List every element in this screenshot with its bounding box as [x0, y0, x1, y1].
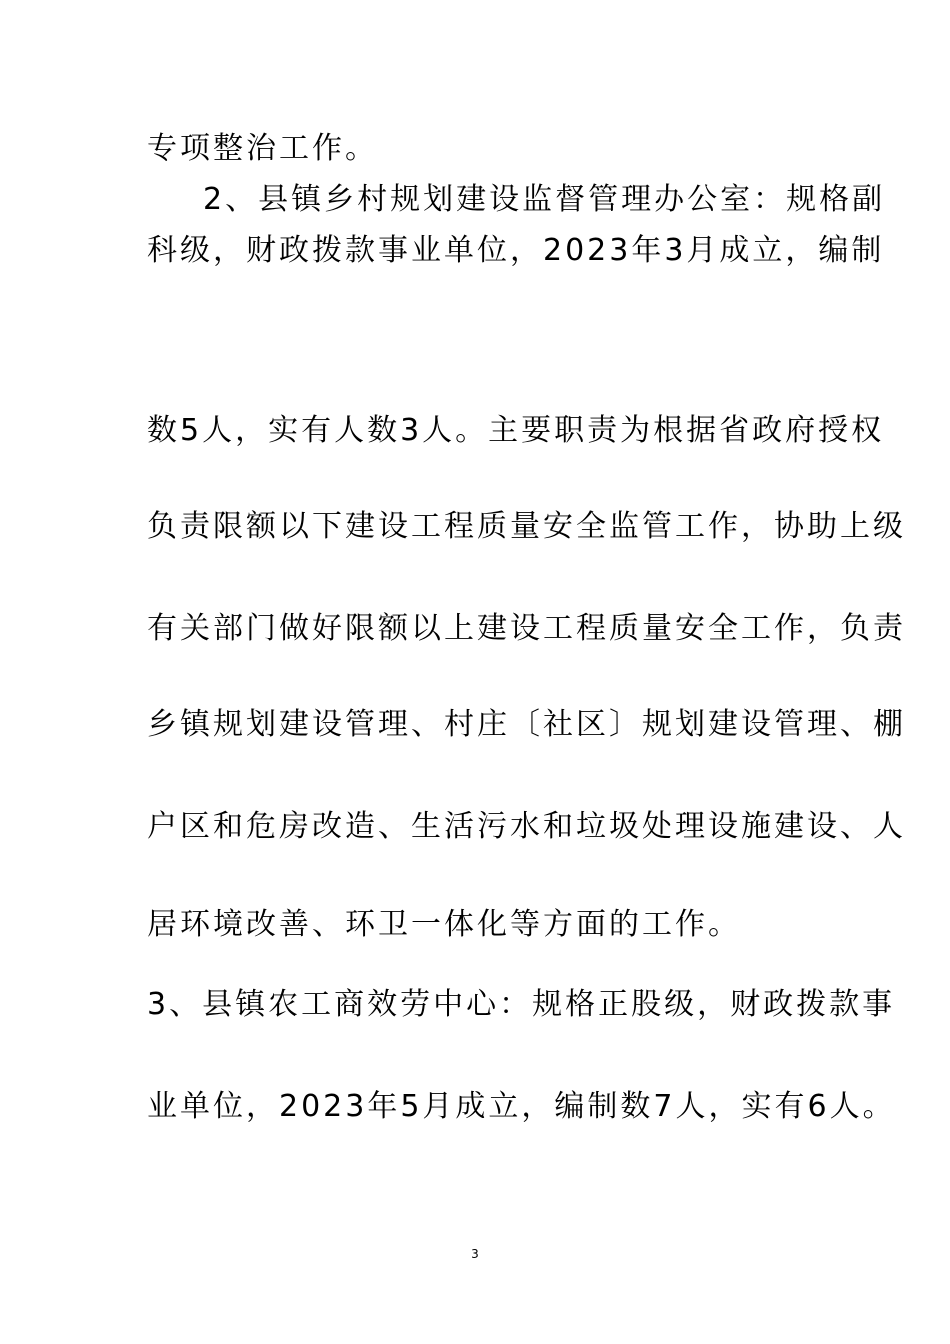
text-line: 居环境改善、环卫一体化等方面的工作。 [147, 907, 741, 942]
text-line: 2、县镇乡村规划建设监督管理办公室：规格副 [203, 182, 886, 217]
text-line: 户区和危房改造、生活污水和垃圾处理设施建设、人 [147, 809, 906, 844]
text-line: 科级，财政拨款事业单位，2023年3月成立，编制 [147, 233, 885, 268]
text-line: 数5人，实有人数3人。主要职责为根据省政府授权 [147, 413, 885, 448]
text-line: 负责限额以下建设工程质量安全监管工作，协助上级 [147, 509, 906, 544]
text-line: 乡镇规划建设管理、村庄〔社区〕规划建设管理、棚 [147, 707, 906, 742]
page-number: 3 [471, 1247, 479, 1261]
text-line: 专项整治工作。 [147, 131, 378, 166]
text-line: 有关部门做好限额以上建设工程质量安全工作，负责 [147, 611, 906, 646]
text-line: 业单位，2023年5月成立，编制数7人，实有6人。 [147, 1089, 896, 1124]
text-line: 3、县镇农工商效劳中心：规格正股级，财政拨款事 [147, 987, 896, 1022]
